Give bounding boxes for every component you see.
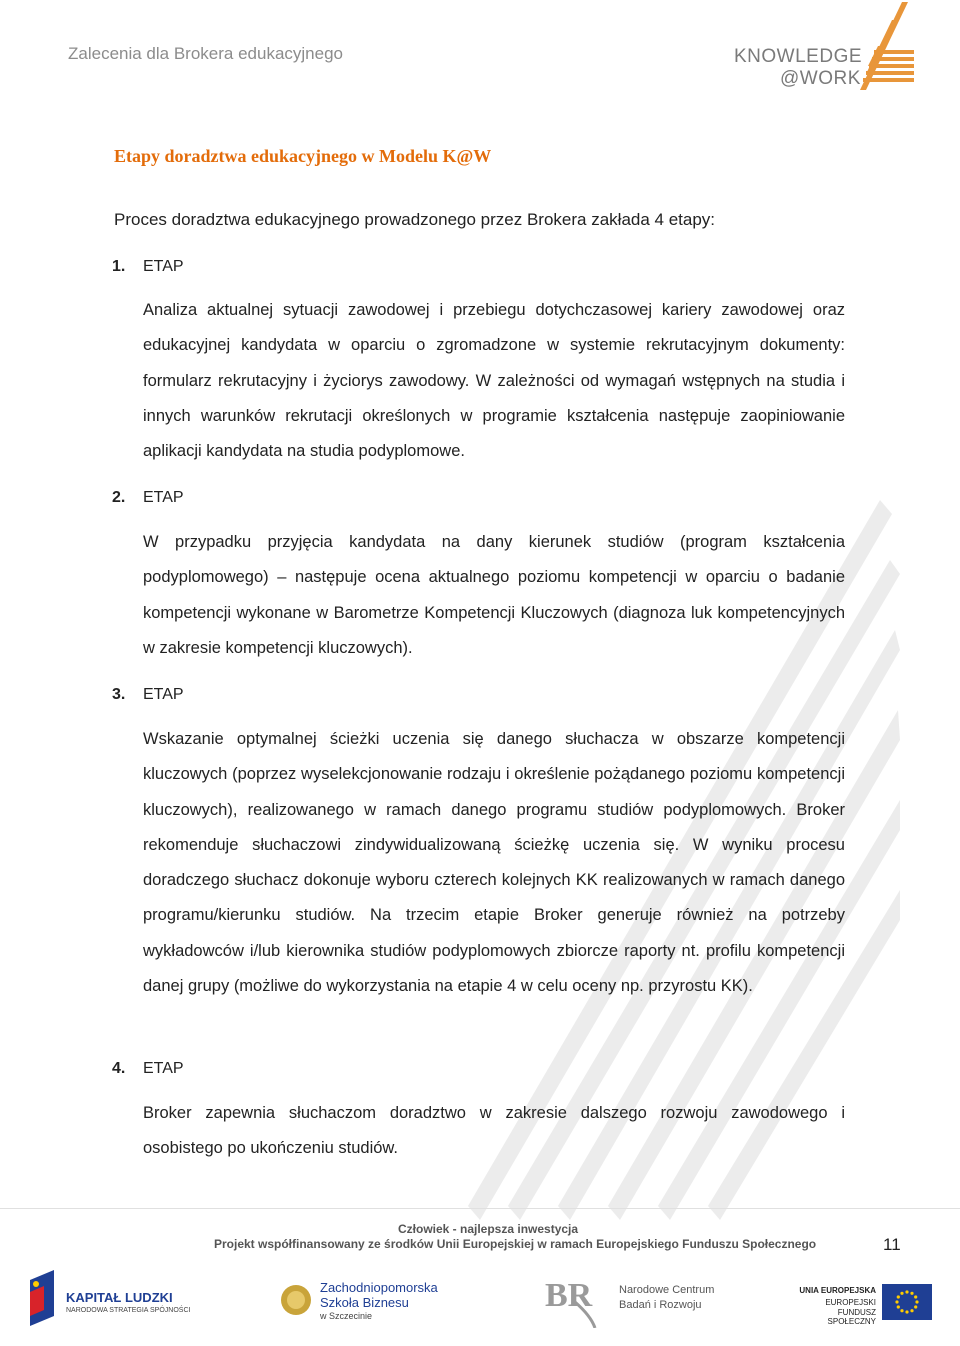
etap-3-label: ETAP xyxy=(143,686,184,703)
header-title: Zalecenia dla Brokera edukacyjnego xyxy=(68,44,344,63)
etap-4-text: Broker zapewnia słuchaczom doradztwo w zakresie dalszego rozwoju zawodowego i osobistego po ukończeniu studiów. xyxy=(143,1104,845,1158)
etap-2-number: 2. xyxy=(112,489,126,506)
eu-line2: EUROPEJSKI xyxy=(825,1298,876,1307)
knowledge-at-work-logo xyxy=(728,2,918,92)
etap-2-label: ETAP xyxy=(143,489,184,506)
logo-stripes-icon xyxy=(852,2,916,90)
footer-divider xyxy=(0,1208,960,1209)
section-title: Etapy doradztwa edukacyjnego w Modelu K@W xyxy=(114,146,492,166)
logo-text-knowledge: KNOWLEDGE xyxy=(734,46,863,67)
ncbr-emblem-icon xyxy=(545,1272,609,1328)
zps-logo xyxy=(280,1278,480,1328)
kapital-ludzki-title: KAPITAŁ LUDZKI xyxy=(66,1290,173,1305)
zps-emblem-icon xyxy=(280,1284,312,1316)
etap-2-text: W przypadku przyjęcia kandydata na dany kierunek studiów (program kształcenia podyplomowego) – następuje ocena aktualnego poziomu kompetencji w oparciu o badanie kompetencji wykonane w Barometrze Kompetencji Kluczowych (diagnoza luk kompetencyjnych w zakresie kompetencji kluczowych). xyxy=(143,533,845,657)
logo-text-at-work: @WORK xyxy=(780,68,861,89)
intro-text: Proces doradztwa edukacyjnego prowadzonego przez Brokera zakłada 4 etapy: xyxy=(114,210,716,229)
footer-slogan: Człowiek - najlepsza inwestycja xyxy=(398,1222,579,1236)
etap-1-number: 1. xyxy=(112,258,126,275)
kapital-ludzki-subtitle: NARODOWA STRATEGIA SPÓJNOŚCI xyxy=(66,1307,191,1314)
eu-logo xyxy=(792,1282,942,1332)
eu-flag-icon xyxy=(882,1284,932,1320)
ncbr-line1: Narodowe Centrum xyxy=(619,1284,715,1296)
ncbr-line2: Badań i Rozwoju xyxy=(619,1299,702,1311)
page-number: 11 xyxy=(883,1235,901,1254)
eu-line1: UNIA EUROPEJSKA xyxy=(799,1286,876,1295)
etap-3-number: 3. xyxy=(112,686,126,703)
kapital-ludzki-logo xyxy=(24,1270,224,1330)
zps-line2: Szkoła Biznesu xyxy=(320,1295,409,1310)
footer-cofinancing-note: Projekt współfinansowany ze środków Unii Europejskiej w ramach Europejskiego Funduszu Społecznego xyxy=(214,1237,817,1251)
ncbr-logo xyxy=(545,1272,725,1332)
kapital-ludzki-emblem-icon xyxy=(24,1270,58,1326)
zps-line1: Zachodniopomorska xyxy=(320,1280,438,1295)
etap-1-text: Analiza aktualnej sytuacji zawodowej i przebiegu dotychczasowej kariery zawodowej oraz edukacyjnej kandydata w oparciu o zgromadzone w systemie rekrutacyjnym dokumenty: formularz rekrutacyjny i życiorys zawodowy. W zależności od wymagań wstępnych na studia i innych warunków rekrutacji określonych w programie kształcenia następuje zaopiniowanie aplikacji kandydata na studia podyplomowe. xyxy=(143,301,845,461)
zps-line3: w Szczecinie xyxy=(320,1311,373,1321)
etap-4-label: ETAP xyxy=(143,1060,184,1077)
eu-line3: FUNDUSZ SPOŁECZNY xyxy=(827,1308,876,1326)
etap-1-label: ETAP xyxy=(143,258,184,275)
svg-text:BR: BR xyxy=(545,1277,593,1314)
etap-4-number: 4. xyxy=(112,1060,126,1077)
etap-3-text: Wskazanie optymalnej ścieżki uczenia się danego słuchacza w obszarze kompetencji kluczowych (poprzez wyselekcjonowanie rodzaju i określenie pożądanego poziomu kompetencji kluczowych), realizowanego w ramach danego programu studiów podyplomowych. Broker rekomenduje słuchaczowi zindywidualizowaną ścieżkę uczenia się. W wyniku procesu doradczego słuchacz dokonuje wyboru czterech kolejnych KK realizowanych w ramach danego programu/kierunku studiów. Na trzecim etapie Broker generuje również na potrzeby wykładowców i/lub kierownika studiów podyplomowych zbiorcze raporty nt. profilu kompetencji danej grupy (możliwe do wykorzystania na etapie 4 w celu oceny np. przyrostu KK). xyxy=(143,730,845,996)
